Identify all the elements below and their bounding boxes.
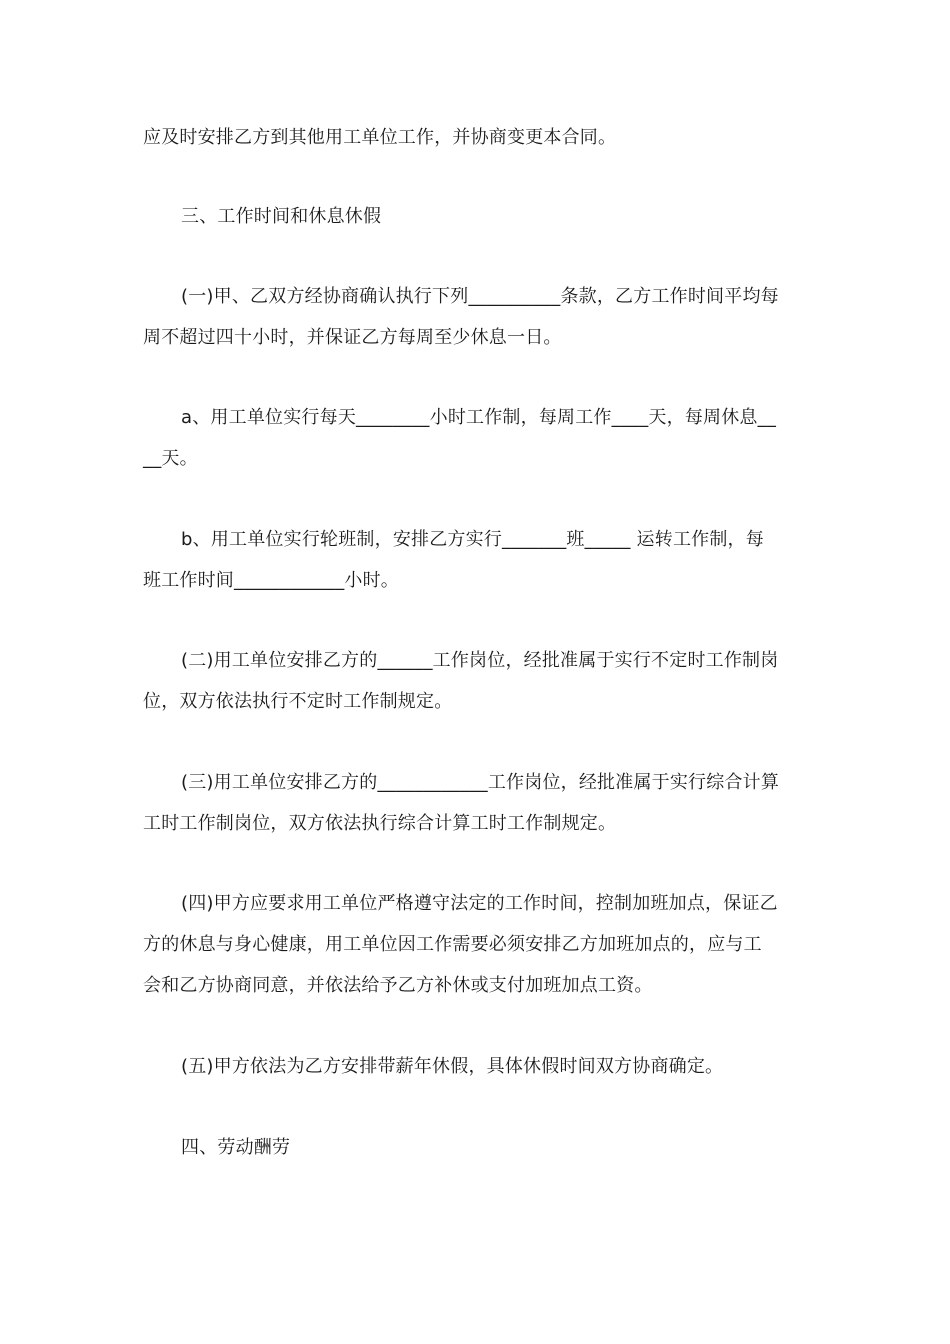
text-line: 会和乙方协商同意，并依法给予乙方补休或支付加班加点工资。 (143, 975, 653, 996)
text-line: a、用工单位实行每天________小时工作制，每周工作____天，每周休息__ (181, 407, 777, 428)
text-line: 工时工作制岗位，双方依法执行综合计算工时工作制规定。 (143, 813, 617, 834)
text-line: (二)用工单位安排乙方的______工作岗位，经批准属于实行不定时工作制岗 (181, 650, 779, 671)
heading-text: 三、工作时间和休息休假 (181, 206, 382, 227)
clause-5 (143, 1046, 809, 1087)
clause-2 (143, 640, 809, 722)
text-line: (五)甲方依法为乙方安排带薪年休假，具体休假时间双方协商确定。 (181, 1056, 724, 1077)
clause-a (143, 397, 809, 479)
clause-b (143, 519, 809, 601)
text-line: (四)甲方应要求用工单位严格遵守法定的工作时间，控制加班加点，保证乙 (181, 893, 778, 914)
section-heading-3 (143, 196, 809, 237)
clause-1 (143, 276, 809, 358)
text-line: 位，双方依法执行不定时工作制规定。 (143, 691, 453, 712)
text-line: (三)用工单位安排乙方的____________工作岗位，经批准属于实行综合计算 (181, 772, 780, 793)
clause-3 (143, 762, 809, 844)
clause-4 (143, 883, 809, 1006)
text-line: (一)甲、乙双方经协商确认执行下列__________条款，乙方工作时间平均每 (181, 286, 779, 307)
text-line: 方的休息与身心健康，用工单位因工作需要必须安排乙方加班加点的，应与工 (143, 934, 762, 955)
text-line: __天。 (143, 448, 198, 469)
paragraph-continuation (143, 117, 809, 158)
text-line: b、用工单位实行轮班制，安排乙方实行_______班_____ 运转工作制，每 (181, 529, 764, 550)
text-line: 周不超过四十小时，并保证乙方每周至少休息一日。 (143, 327, 562, 348)
heading-text: 四、劳动酬劳 (181, 1137, 291, 1158)
section-heading-4 (143, 1127, 809, 1168)
text-line: 班工作时间____________小时。 (143, 570, 399, 591)
text-line: 应及时安排乙方到其他用工单位工作，并协商变更本合同。 (143, 127, 617, 148)
